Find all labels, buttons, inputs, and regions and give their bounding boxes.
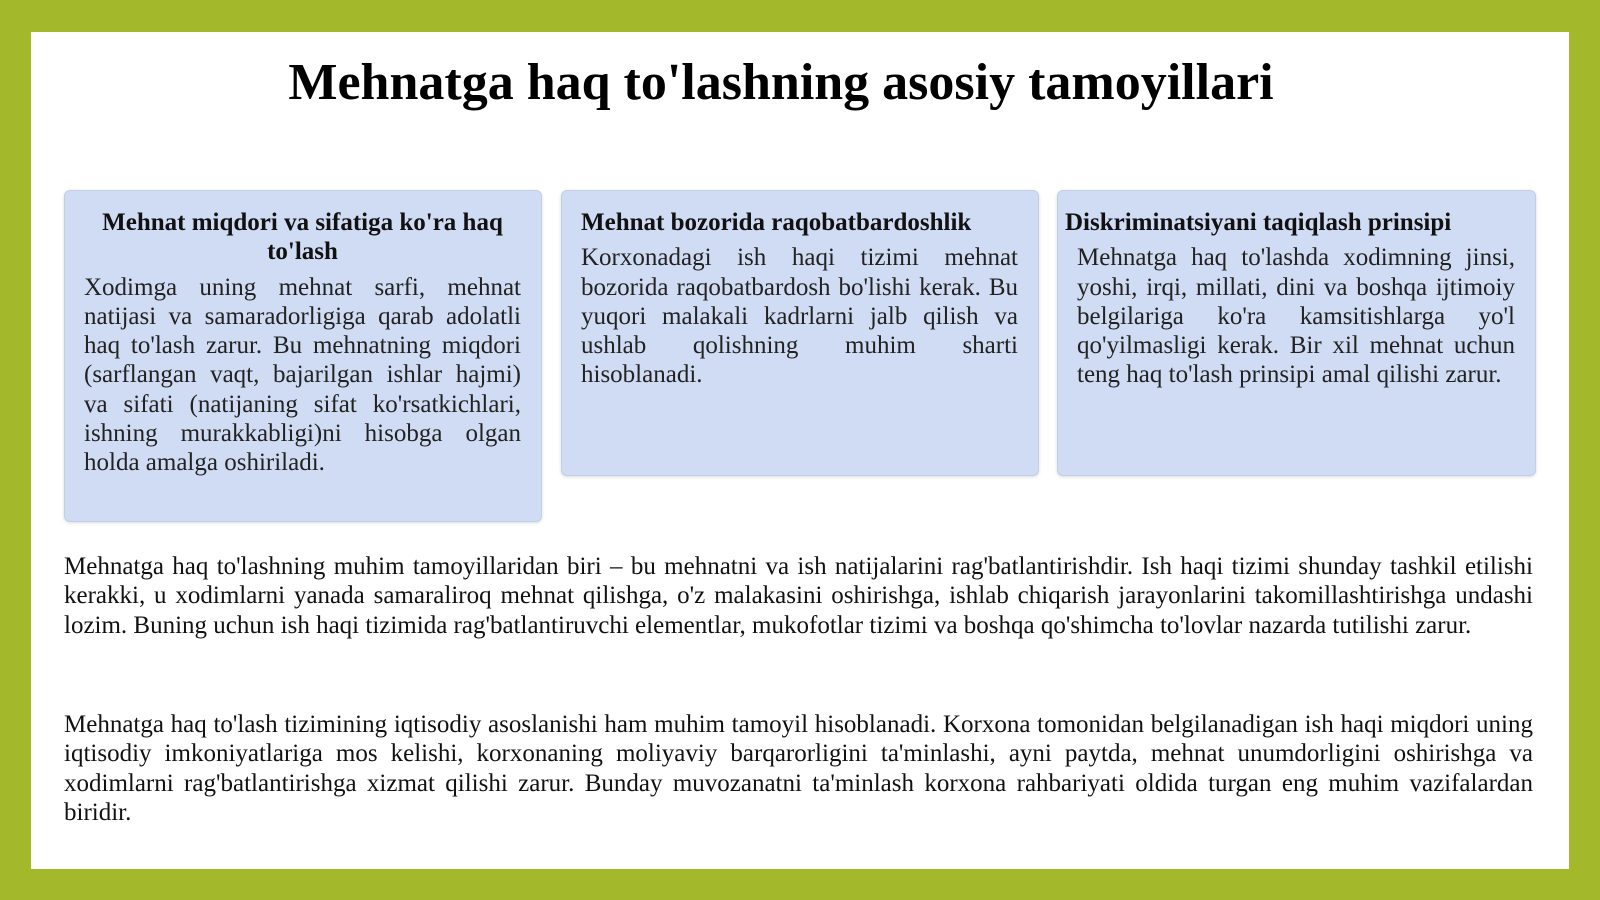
paragraph-economic-basis: Mehnatga haq to'lash tizimining iqtisodiy asoslanishi ham muhim tamoyil hisoblanadi. Korxona tomonidan belgilanadigan ish haqi miqdori uning iqtisodiy imkoniyatlariga mos kelishi, korxonaning moliyaviy barqarorligini ta'minlashi, ayni paytda, mehnat unumdorligini oshirishga va xodimlarni rag'batlantirishga xizmat qilishi zarur. Bunday muvozanatni ta'minlash korxona rahbariyati oldida turgan eng muhim vazifalardan biridir. xyxy=(64,711,1533,826)
principle-card-non-discrimination xyxy=(1057,190,1536,476)
slide-title: Mehnatga haq to'lashning asosiy tamoyillari xyxy=(288,54,1274,111)
principle-card-competitiveness xyxy=(561,190,1039,476)
card-title: Mehnat miqdori va sifatiga ko'ra haq to'lash xyxy=(102,209,503,266)
card-title: Mehnat bozorida raqobatbardoshlik xyxy=(581,209,972,236)
card-body: Xodimga uning mehnat sarfi, mehnat natijasi va samaradorligiga qarab adolatli haq to'lash zarur. Bu mehnatning miqdori (sarflangan vaqt, bajarilgan ishlar hajmi) va sifati (natijaning sifat ko'rsatkichlari, ishning murakkabligi)ni hisobga olgan holda amalga oshiriladi. xyxy=(84,273,521,476)
card-title: Diskriminatsiyani taqiqlash prinsipi xyxy=(1065,209,1452,236)
card-body: Mehnatga haq to'lashda xodimning jinsi, yoshi, irqi, millati, dini va boshqa ijtimoiy belgilariga ko'ra kamsitishlarga yo'l qo'yilmasligi kerak. Bir xil mehnat uchun teng haq to'lash prinsipi amal qilishi zarur. xyxy=(1077,244,1515,389)
principle-card-quantity-quality xyxy=(64,190,542,522)
card-body: Korxonadagi ish haqi tizimi mehnat bozorida raqobatbardosh bo'lishi kerak. Bu yuqori malakali kadrlarni jalb qilish va ushlab qolishning muhim sharti hisoblanadi. xyxy=(581,244,1018,389)
paragraph-incentives: Mehnatga haq to'lashning muhim tamoyillaridan biri – bu mehnatni va ish natijalarini rag'batlantirishdir. Ish haqi tizimi shunday tashkil etilishi kerakki, u xodimlarni yanada samaraliroq mehnat qilishga, o'z malakasini oshirishga, ishlab chiqarish jarayonlarini takomillashtirishga undashi lozim. Buning uchun ish haqi tizimida rag'batlantiruvchi elementlar, mukofotlar tizimi va boshqa qo'shimcha to'lovlar nazarda tutilishi zarur. xyxy=(64,553,1533,639)
slide xyxy=(31,32,1569,869)
